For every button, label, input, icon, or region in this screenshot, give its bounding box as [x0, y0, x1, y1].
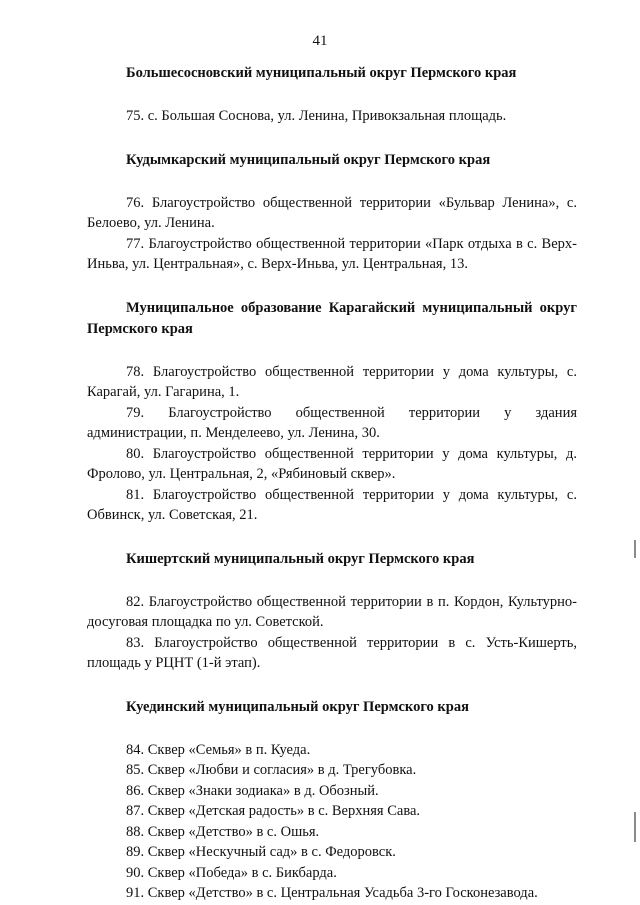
list-item: 83. Благоустройство общественной территории в с. Усть-Кишерть, площадь у РЦНТ (1-й этап).: [87, 634, 577, 671]
list-item: 77. Благоустройство общественной территории «Парк отдыха в с. Верх-Иньва, ул. Центральная», с. Верх-Иньва, ул. Центральная, 13.: [87, 235, 577, 272]
list-item: 89. Сквер «Нескучный сад» в с. Федоровск.: [126, 844, 396, 860]
list-item: 87. Сквер «Детская радость» в с. Верхняя Сава.: [126, 803, 421, 819]
scan-edge-mark: [634, 540, 636, 558]
list-item: 81. Благоустройство общественной территории у дома культуры, с. Обвинск, ул. Советская, 21.: [87, 486, 577, 523]
list-item: 84. Сквер «Семья» в п. Куеда.: [126, 741, 311, 758]
section-heading: Куединский муниципальный округ Пермского края: [126, 698, 469, 715]
scan-edge-mark: [634, 812, 636, 842]
section-bolshesosnovsky: [87, 63, 577, 127]
section-kuedinsky: [87, 697, 577, 904]
section-heading: Кудымкарский муниципальный округ Пермского края: [126, 151, 491, 168]
section-karagaisky: [87, 298, 577, 526]
list-item: 91. Сквер «Детство» в с. Центральная Усадьба 3-го Госконезавода.: [126, 885, 538, 901]
list-item: 76. Благоустройство общественной территории «Бульвар Ленина», с. Белоево, ул. Ленина.: [87, 194, 577, 231]
section-heading: Большесосновский муниципальный округ Пермского края: [126, 65, 517, 81]
list-item: 82. Благоустройство общественной территории в п. Кордон, Культурно-досуговая площадка по ул. Советской.: [87, 593, 577, 630]
section-kishertsky: [87, 549, 577, 674]
document-body: [87, 63, 577, 904]
list-item: 75. с. Большая Соснова, ул. Ленина, Привокзальная площадь.: [126, 108, 507, 124]
page-number: 41: [312, 33, 328, 49]
list-item: 85. Сквер «Любви и согласия» в д. Трегубовка.: [126, 762, 417, 778]
list-item: 78. Благоустройство общественной территории у дома культуры, с. Карагай, ул. Гагарина, 1.: [87, 363, 577, 400]
section-heading: Муниципальное образование Карагайский муниципальный округ Пермского края: [87, 299, 577, 337]
section-heading: Кишертский муниципальный округ Пермского края: [126, 550, 475, 567]
list-item: 80. Благоустройство общественной территории у дома культуры, д. Фролово, ул. Центральная, 2, «Рябиновый сквер».: [87, 445, 577, 482]
list-item: 86. Сквер «Знаки зодиака» в д. Обозный.: [126, 782, 379, 799]
section-kudymkarsky: [87, 150, 577, 275]
list-item: 90. Сквер «Победа» в с. Бикбарда.: [126, 864, 337, 881]
list-item: 79. Благоустройство общественной территории у здания администрации, п. Менделеево, ул. Ленина, 30.: [87, 404, 577, 441]
list-item: 88. Сквер «Детство» в с. Ошья.: [126, 823, 320, 840]
